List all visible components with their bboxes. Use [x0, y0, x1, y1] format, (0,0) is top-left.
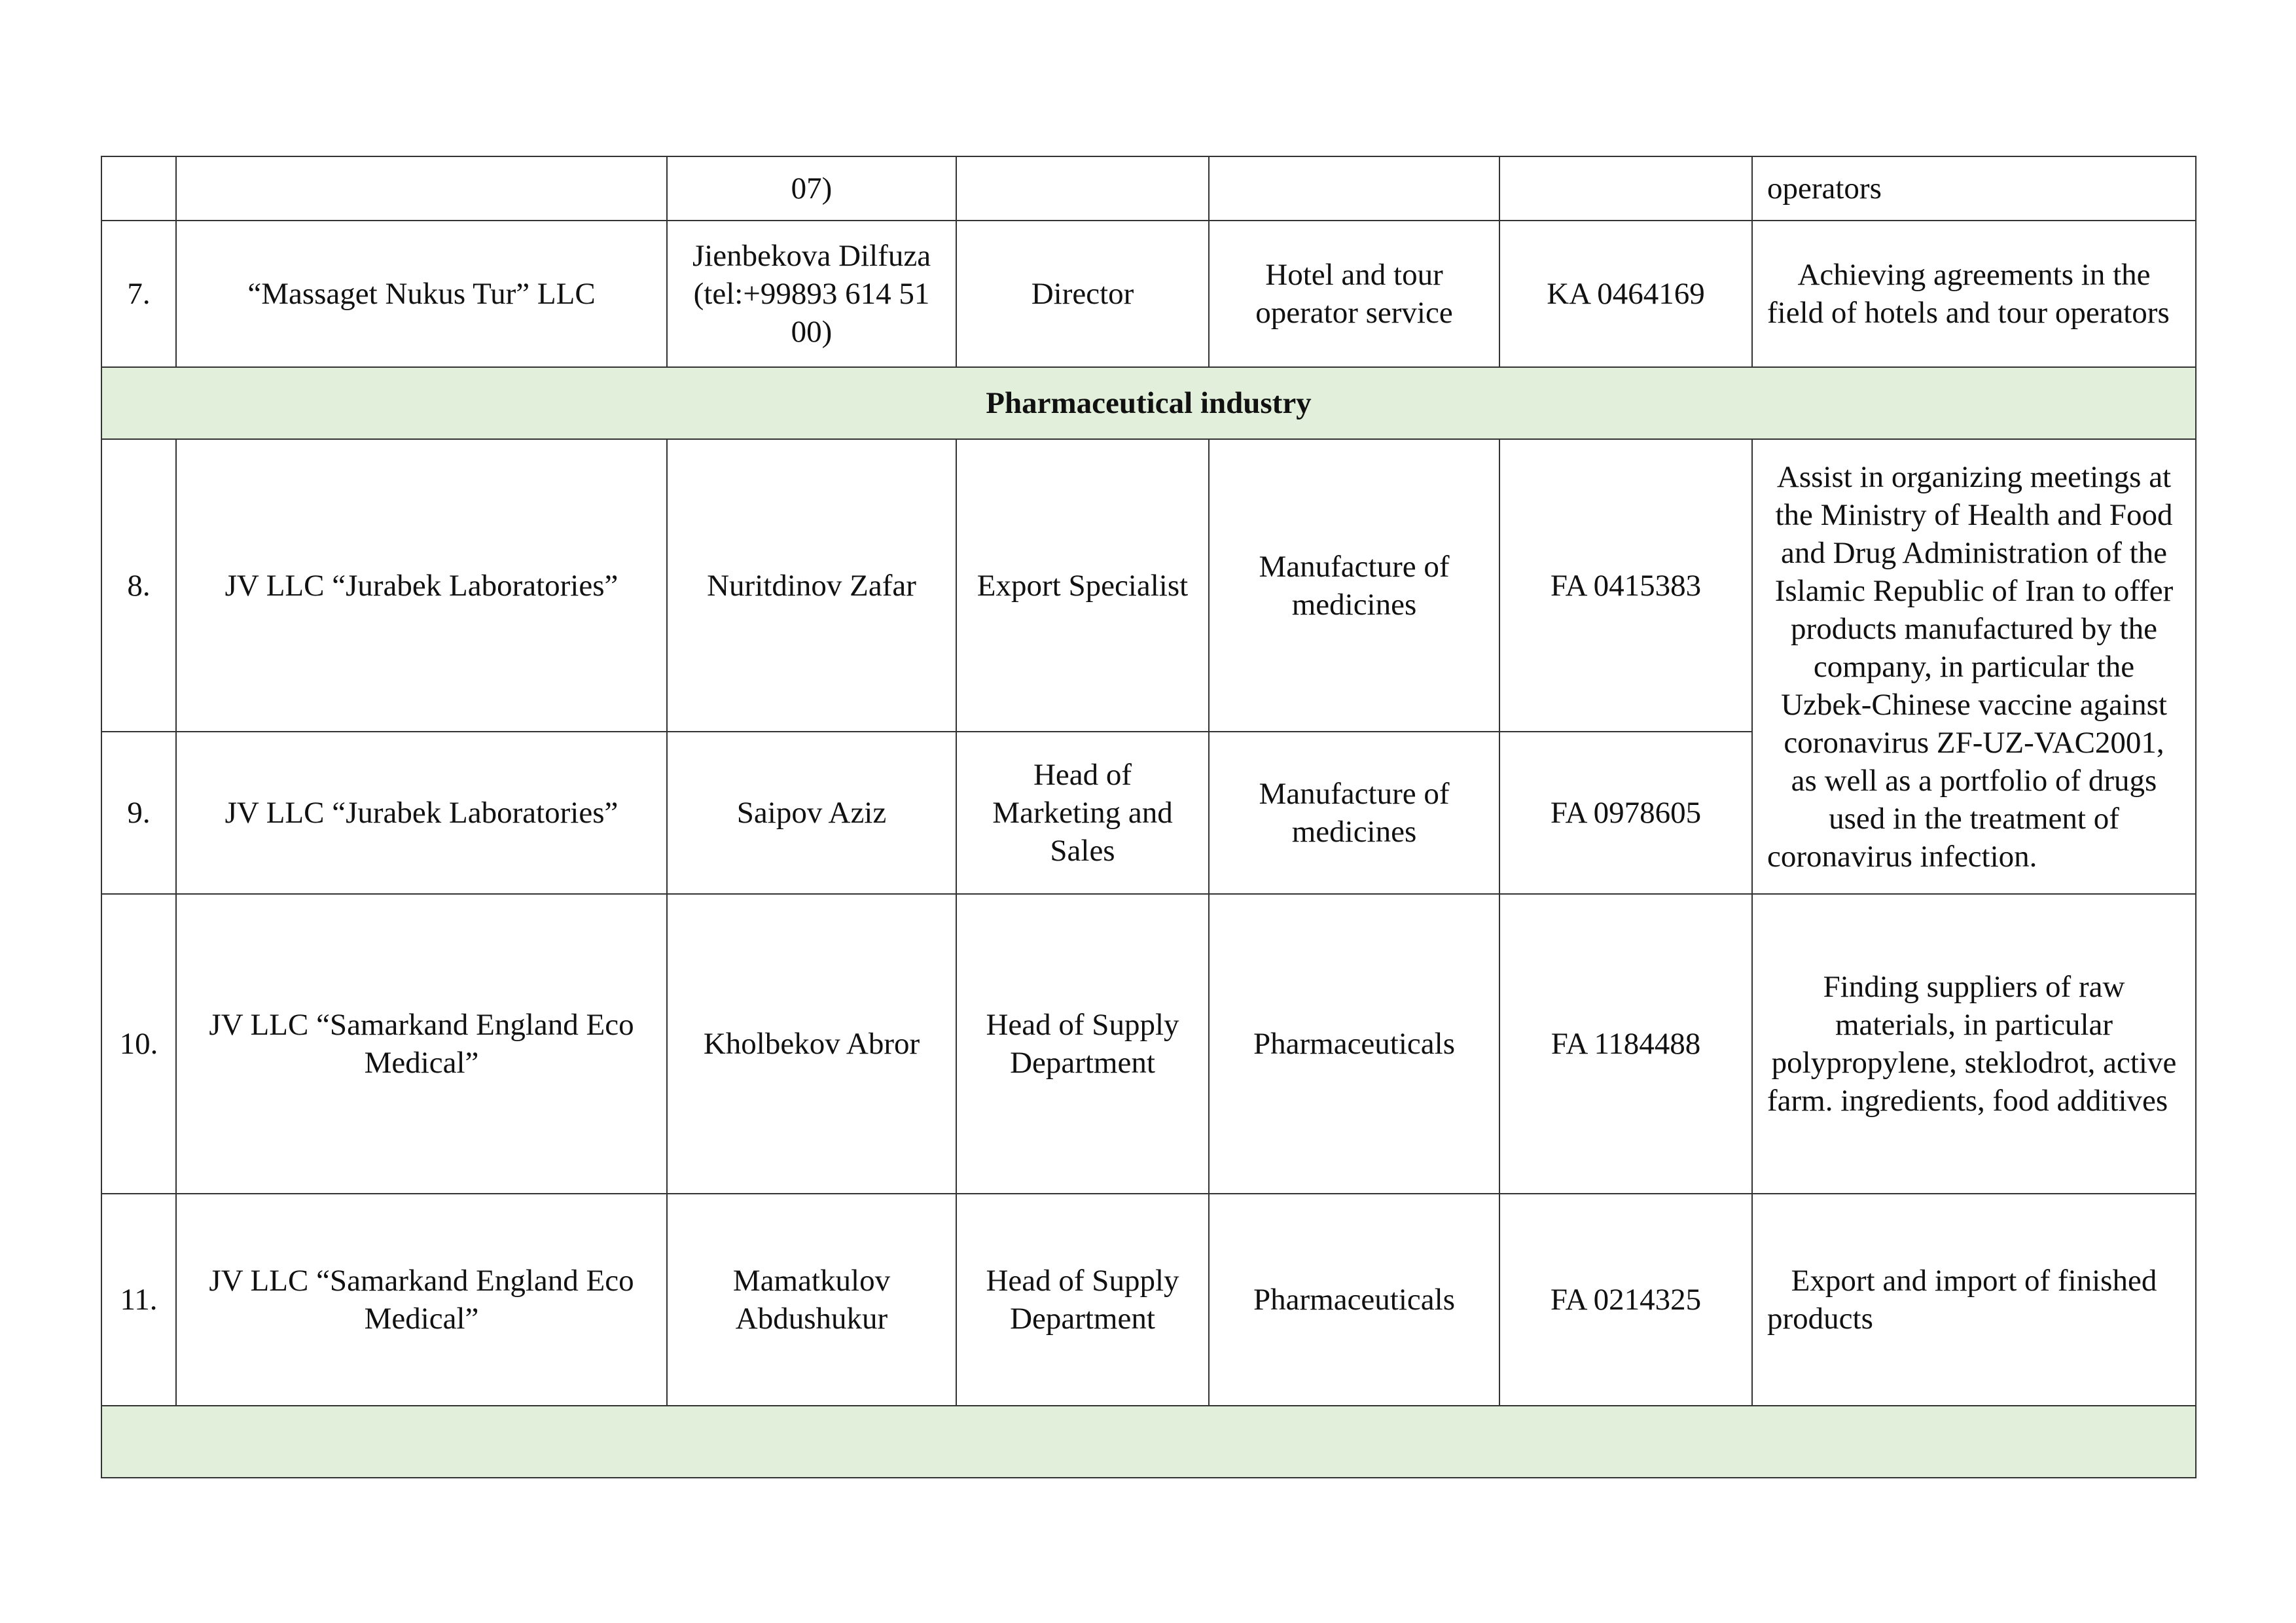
passport-cell	[1499, 156, 1752, 221]
empty-section-row	[101, 1406, 2196, 1478]
row-number: 7.	[101, 221, 176, 367]
table-row	[101, 894, 2196, 1194]
row-number: 9.	[101, 732, 176, 894]
field-cell: Pharmaceuticals	[1209, 1194, 1499, 1406]
field-cell: Manufacture of medicines	[1209, 439, 1499, 732]
company-cell: JV LLC “Jurabek Laboratories”	[176, 732, 667, 894]
purpose-cell: operators	[1752, 156, 2196, 221]
field-cell	[1209, 156, 1499, 221]
contact-cell: Mamatkulov Abdushukur	[667, 1194, 956, 1406]
passport-cell: FA 0415383	[1499, 439, 1752, 732]
purpose-cell: Achieving agreements in the field of hotels and tour operators	[1752, 221, 2196, 367]
section-header-row	[101, 367, 2196, 439]
contact-cell: Jienbekova Dilfuza (tel:+99893 614 51 00)	[667, 221, 956, 367]
position-cell: Head of Supply Department	[956, 1194, 1209, 1406]
table-row	[101, 221, 2196, 367]
row-number	[101, 156, 176, 221]
company-cell	[176, 156, 667, 221]
contact-cell: Kholbekov Abror	[667, 894, 956, 1194]
position-cell	[956, 156, 1209, 221]
passport-cell: FA 0214325	[1499, 1194, 1752, 1406]
purpose-cell-merged: Assist in organizing meetings at the Ministry of Health and Food and Drug Administration of the Islamic Republic of Iran to offer products manufactured by the company, in particular the Uzbek-Chinese vaccine against coronavirus ZF-UZ-VAC2001, as well as a portfolio of drugs used in the treatment of coronavirus infection.	[1752, 439, 2196, 894]
passport-cell: KA 0464169	[1499, 221, 1752, 367]
delegation-table	[101, 156, 2197, 1478]
field-cell: Pharmaceuticals	[1209, 894, 1499, 1194]
field-cell: Manufacture of medicines	[1209, 732, 1499, 894]
field-cell: Hotel and tour operator service	[1209, 221, 1499, 367]
company-cell: JV LLC “Samarkand England Eco Medical”	[176, 1194, 667, 1406]
position-cell: Head of Supply Department	[956, 894, 1209, 1194]
contact-cell: Nuritdinov Zafar	[667, 439, 956, 732]
company-cell: JV LLC “Jurabek Laboratories”	[176, 439, 667, 732]
row-number: 8.	[101, 439, 176, 732]
table-row	[101, 1194, 2196, 1406]
empty-section-cell	[101, 1406, 2196, 1478]
position-cell: Export Specialist	[956, 439, 1209, 732]
company-cell: JV LLC “Samarkand England Eco Medical”	[176, 894, 667, 1194]
table-row	[101, 156, 2196, 221]
position-cell: Director	[956, 221, 1209, 367]
contact-cell: Saipov Aziz	[667, 732, 956, 894]
position-cell: Head of Marketing and Sales	[956, 732, 1209, 894]
company-cell: “Massaget Nukus Tur” LLC	[176, 221, 667, 367]
row-number: 10.	[101, 894, 176, 1194]
purpose-cell: Finding suppliers of raw materials, in particular polypropylene, steklodrot, active farm. ingredients, food additives	[1752, 894, 2196, 1194]
table-row	[101, 439, 2196, 732]
contact-cell: 07)	[667, 156, 956, 221]
passport-cell: FA 1184488	[1499, 894, 1752, 1194]
row-number: 11.	[101, 1194, 176, 1406]
section-title: Pharmaceutical industry	[101, 367, 2196, 439]
passport-cell: FA 0978605	[1499, 732, 1752, 894]
purpose-cell: Export and import of finished products	[1752, 1194, 2196, 1406]
